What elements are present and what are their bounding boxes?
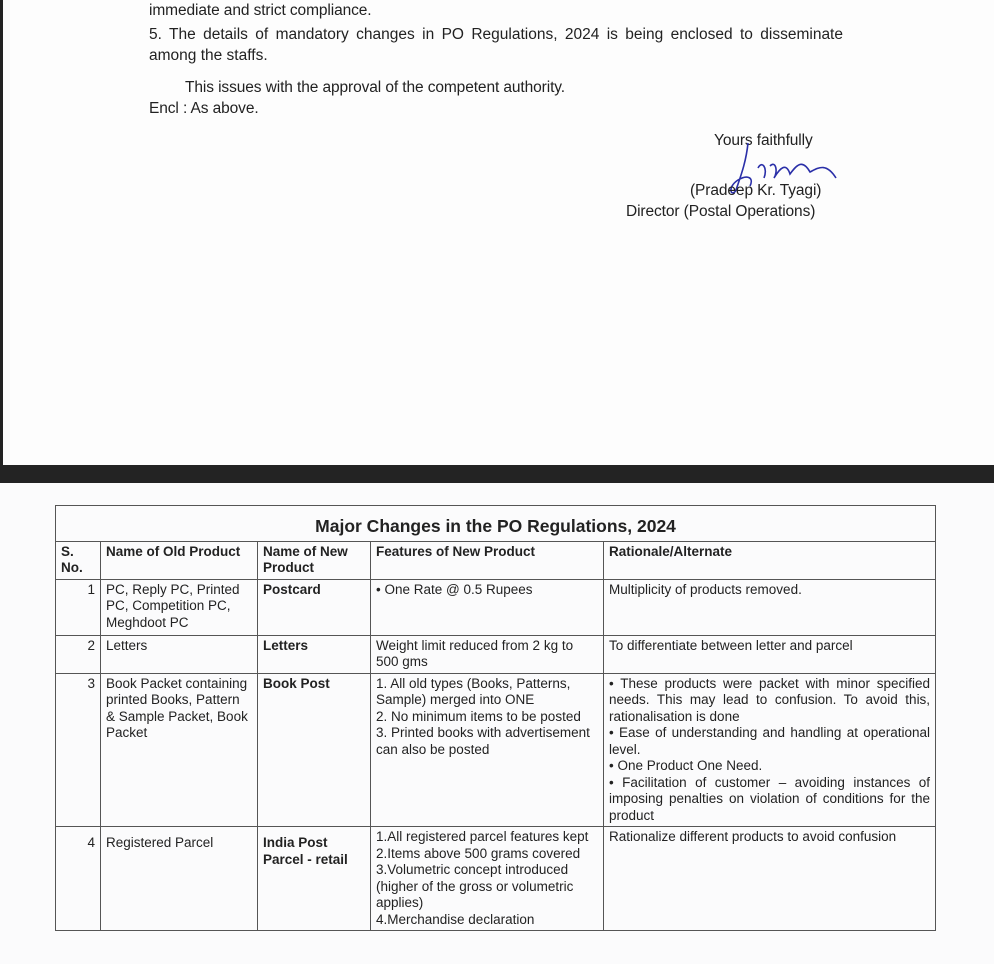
header-sno: S. No.: [56, 541, 101, 579]
rationale-item: • These products were packet with minor specified needs. This may lead to confusion. To avoid this, rationalisation is done: [609, 675, 931, 724]
row-sno: 2: [56, 635, 101, 673]
row-rationale: Rationalize different products to avoid confusion: [604, 827, 936, 931]
signatory-title: Director (Postal Operations): [626, 203, 816, 220]
enclosure-text: Encl : As above.: [149, 100, 259, 117]
row-old-product: PC, Reply PC, Printed PC, Competition PC, Meghdoot PC: [101, 579, 258, 635]
row-new-product: India Post Parcel - retail: [258, 827, 371, 931]
paragraph-5: 5. The details of mandatory changes in PO Regulations, 2024 is being enclosed to disseminate among the staffs.: [149, 26, 843, 64]
feature-item: 3. Printed books with advertisement can also be posted: [376, 725, 590, 757]
header-features: Features of New Product: [371, 541, 604, 579]
table-row: [56, 635, 936, 673]
row-old-product: Book Packet containing printed Books, Pattern & Sample Packet, Book Packet: [101, 673, 258, 827]
feature-item: 1. All old types (Books, Patterns, Sample) merged into ONE: [376, 675, 571, 707]
row-new-product: Postcard: [258, 579, 371, 635]
row-rationale: [604, 673, 936, 827]
feature-item: 4.Merchandise declaration: [376, 911, 535, 927]
row-features: • One Rate @ 0.5 Rupees: [371, 579, 604, 635]
row-sno: 1: [56, 579, 101, 635]
header-row: [56, 541, 936, 579]
table-row: [56, 827, 936, 931]
row-features: [371, 827, 604, 931]
feature-item: 1.All registered parcel features kept: [376, 829, 589, 844]
row-new-product: Book Post: [258, 673, 371, 827]
header-old-product: Name of Old Product: [101, 541, 258, 579]
header-rationale: Rationale/Alternate: [604, 541, 936, 579]
feature-item: 2.Items above 500 grams covered: [376, 845, 581, 861]
signatory-name: (Pradeep Kr. Tyagi): [690, 182, 822, 199]
rationale-item: • Facilitation of customer – avoiding instances of imposing penalties on violation of conditions for the product: [609, 774, 931, 823]
changes-table: [55, 505, 936, 931]
table-row: [56, 579, 936, 635]
table-row: [56, 673, 936, 827]
row-old-product: Letters: [101, 635, 258, 673]
rationale-item: • Ease of understanding and handling at operational level.: [609, 725, 931, 757]
row-sno: 3: [56, 673, 101, 827]
approval-text: This issues with the approval of the competent authority.: [185, 79, 565, 96]
row-features: Weight limit reduced from 2 kg to 500 gms: [371, 635, 604, 673]
row-rationale: Multiplicity of products removed.: [604, 579, 936, 635]
row-rationale: To differentiate between letter and parcel: [604, 635, 936, 673]
row-new-product: Letters: [258, 635, 371, 673]
feature-item: 3.Volumetric concept introduced (higher of the gross or volumetric applies): [376, 862, 574, 910]
letter-page: [0, 0, 994, 465]
row-features: [371, 673, 604, 827]
header-new-product: Name of New Product: [258, 541, 371, 579]
row-old-product: Registered Parcel: [101, 827, 258, 931]
page-separator: [0, 465, 994, 483]
rationale-item: • One Product One Need.: [609, 758, 763, 773]
table-title: Major Changes in the PO Regulations, 2024: [56, 506, 936, 542]
previous-line-text: immediate and strict compliance.: [149, 2, 372, 19]
closing-text: Yours faithfully: [714, 132, 813, 149]
row-sno: 4: [56, 827, 101, 931]
feature-item: 2. No minimum items to be posted: [376, 708, 581, 724]
